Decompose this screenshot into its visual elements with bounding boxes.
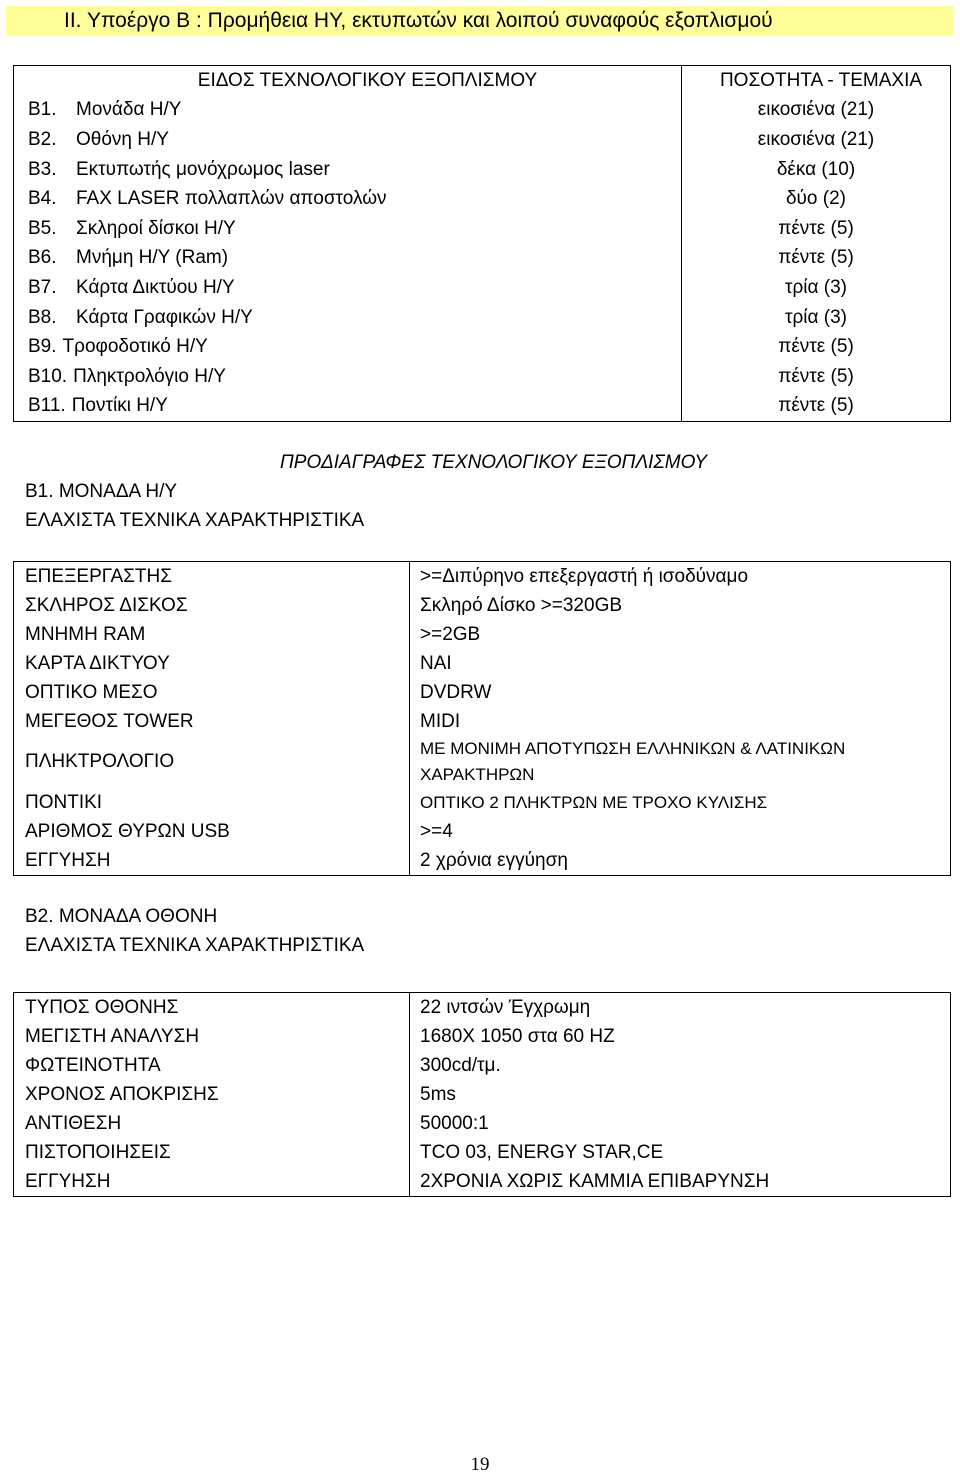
b1-spec-table bbox=[13, 561, 951, 876]
spec-key: ΕΓΓΥΗΣΗ bbox=[14, 846, 410, 876]
item-code: Β7. bbox=[28, 276, 57, 298]
spec-key: ΜΕΓΕΘΟΣ TOWER bbox=[14, 707, 410, 736]
table-row bbox=[14, 244, 951, 274]
spec-key: ΟΠΤΙΚΟ ΜΕΣΟ bbox=[14, 678, 410, 707]
table-row bbox=[14, 273, 951, 303]
item-name: Ποντίκι Η/Υ bbox=[71, 395, 168, 417]
table-row bbox=[14, 392, 951, 422]
item-name: Κάρτα Δικτύου Η/Υ bbox=[76, 276, 235, 298]
item-quantity: πέντε (5) bbox=[778, 336, 854, 358]
spec-value: 2 χρόνια εγγύηση bbox=[420, 849, 568, 871]
item-quantity: τρία (3) bbox=[784, 306, 848, 328]
spec-key: ΤΥΠΟΣ ΟΘΟΝΗΣ bbox=[14, 993, 410, 1023]
spec-row bbox=[14, 1051, 951, 1080]
spec-value: 5ms bbox=[420, 1083, 456, 1105]
item-quantity: τρία (3) bbox=[784, 276, 848, 298]
spec-value: 50000:1 bbox=[420, 1112, 489, 1134]
spec-value: TCO 03, ENERGY STAR,CE bbox=[420, 1141, 664, 1163]
spec-key: ΕΓΓΥΗΣΗ bbox=[14, 1167, 410, 1197]
item-code: Β1. bbox=[28, 99, 57, 121]
spec-key: ΠΟΝΤΙΚΙ bbox=[14, 788, 410, 817]
b1-code: Β1. bbox=[25, 481, 54, 502]
table-row bbox=[14, 214, 951, 244]
item-code: Β3. bbox=[28, 158, 57, 180]
spec-row bbox=[14, 562, 951, 592]
b2-subtitle: ΕΛΑΧΙΣΤΑ ΤΕΧΝΙΚΑ ΧΑΡΑΚΤΗΡΙΣΤΙΚΑ bbox=[25, 935, 365, 956]
table-row bbox=[14, 332, 951, 362]
spec-value: >=Διπύρηνο επεξεργαστή ή ισοδύναμο bbox=[420, 565, 749, 587]
item-name: Μνήμη Η/Υ (Ram) bbox=[76, 247, 229, 269]
section-heading-banner bbox=[6, 6, 954, 36]
spec-key: ΦΩΤΕΙΝΟΤΗΤΑ bbox=[14, 1051, 410, 1080]
table-row bbox=[14, 362, 951, 392]
spec-key: ΜΝΗΜΗ RAM bbox=[14, 620, 410, 649]
spec-value: MIDI bbox=[420, 710, 461, 732]
item-quantity: εικοσιένα (21) bbox=[757, 99, 875, 121]
item-name: Τροφοδοτικό Η/Υ bbox=[62, 336, 208, 358]
table-row bbox=[14, 96, 951, 126]
spec-key: ΕΠΕΞΕΡΓΑΣΤΗΣ bbox=[14, 562, 410, 592]
equipment-table bbox=[13, 65, 951, 422]
item-quantity: πέντε (5) bbox=[778, 247, 854, 269]
spec-value: >=4 bbox=[420, 820, 453, 842]
spec-value: 2ΧΡΟΝΙΑ ΧΩΡΙΣ ΚΑΜΜΙΑ ΕΠΙΒΑΡΥΝΣΗ bbox=[420, 1170, 770, 1192]
table-header-row bbox=[14, 66, 951, 96]
spec-key: ΑΡΙΘΜΟΣ ΘΥΡΩΝ USB bbox=[14, 817, 410, 846]
item-name: Μονάδα Η/Υ bbox=[76, 99, 182, 121]
spec-value: 300cd/τμ. bbox=[420, 1054, 501, 1076]
b2-spec-table bbox=[13, 992, 951, 1197]
spec-value: >=2GB bbox=[420, 623, 481, 645]
item-code: Β2. bbox=[28, 128, 57, 150]
spec-row bbox=[14, 1022, 951, 1051]
table-row bbox=[14, 184, 951, 214]
spec-value: ΜΕ ΜΟΝΙΜΗ ΑΠΟΤΥΠΩΣΗ ΕΛΛΗΝΙΚΩΝ & ΛΑΤΙΝΙΚΩΝ ΧΑΡΑΚΤΗΡΩΝ bbox=[420, 739, 846, 784]
table-row bbox=[14, 125, 951, 155]
item-quantity: πέντε (5) bbox=[778, 395, 854, 417]
item-code: Β6. bbox=[28, 247, 57, 269]
spec-key: ΚΑΡΤΑ ΔΙΚΤΥΟΥ bbox=[14, 649, 410, 678]
spec-row bbox=[14, 993, 951, 1023]
spec-key: ΑΝΤΙΘΕΣΗ bbox=[14, 1109, 410, 1138]
item-code: Β10. bbox=[28, 365, 68, 387]
specs-heading: ΠΡΟΔΙΑΓΡΑΦΕΣ ΤΕΧΝΟΛΟΓΙΚΟΥ ΕΞΟΠΛΙΣΜΟΥ bbox=[280, 452, 708, 473]
spec-row bbox=[14, 707, 951, 736]
table-row bbox=[14, 155, 951, 185]
item-name: FAX LASER πολλαπλών αποστολών bbox=[76, 188, 387, 210]
item-quantity: δέκα (10) bbox=[776, 158, 856, 180]
spec-row bbox=[14, 649, 951, 678]
item-quantity: πέντε (5) bbox=[778, 217, 854, 239]
spec-value: 22 ιντσών Έγχρωμη bbox=[420, 996, 591, 1018]
item-name: Εκτυπωτής μονόχρωμος laser bbox=[76, 158, 330, 180]
item-name: Σκληροί δίσκοι Η/Υ bbox=[76, 217, 236, 239]
spec-value: ΟΠΤΙΚΟ 2 ΠΛΗΚΤΡΩΝ ΜΕ ΤΡΟΧΟ ΚΥΛΙΣΗΣ bbox=[420, 792, 768, 812]
spec-row bbox=[14, 620, 951, 649]
item-code: Β9. bbox=[28, 336, 57, 358]
b1-subtitle: ΕΛΑΧΙΣΤΑ ΤΕΧΝΙΚΑ ΧΑΡΑΚΤΗΡΙΣΤΙΚΑ bbox=[25, 510, 365, 531]
item-code: Β4. bbox=[28, 188, 57, 210]
column-header-quantity: ΠΟΣΟΤΗΤΑ - ΤΕΜΑΧΙΑ bbox=[719, 69, 923, 91]
spec-row bbox=[14, 1138, 951, 1167]
spec-key: ΜΕΓΙΣΤΗ ΑΝΑΛΥΣΗ bbox=[14, 1022, 410, 1051]
item-code: Β5. bbox=[28, 217, 57, 239]
spec-row bbox=[14, 817, 951, 846]
spec-row bbox=[14, 678, 951, 707]
spec-row bbox=[14, 1167, 951, 1197]
spec-key: ΠΙΣΤΟΠΟΙΗΣΕΙΣ bbox=[14, 1138, 410, 1167]
item-quantity: εικοσιένα (21) bbox=[757, 128, 875, 150]
page-number: 19 bbox=[470, 1454, 490, 1475]
spec-key: ΣΚΛΗΡΟΣ ΔΙΣΚΟΣ bbox=[14, 591, 410, 620]
spec-key: ΠΛΗΚΤΡΟΛΟΓΙΟ bbox=[14, 736, 410, 788]
item-name: Οθόνη Η/Υ bbox=[76, 128, 169, 150]
b2-code: Β2. bbox=[25, 906, 54, 927]
item-quantity: δύο (2) bbox=[785, 188, 847, 210]
spec-value: Σκληρό Δίσκο >=320GB bbox=[420, 594, 623, 616]
spec-row bbox=[14, 846, 951, 876]
item-name: Κάρτα Γραφικών Η/Υ bbox=[76, 306, 253, 328]
item-code: Β8. bbox=[28, 306, 57, 328]
item-quantity: πέντε (5) bbox=[778, 365, 854, 387]
table-row bbox=[14, 303, 951, 333]
item-code: Β11. bbox=[28, 395, 66, 417]
spec-row bbox=[14, 1080, 951, 1109]
spec-value: 1680X 1050 στα 60 HZ bbox=[420, 1025, 615, 1047]
spec-row bbox=[14, 788, 951, 817]
item-name: Πληκτρολόγιο Η/Υ bbox=[73, 365, 226, 387]
spec-value: ΝΑΙ bbox=[420, 652, 452, 674]
b1-heading bbox=[25, 478, 177, 506]
b1-title: ΜΟΝΑΔΑ Η/Υ bbox=[58, 481, 178, 502]
spec-row bbox=[14, 736, 951, 788]
b2-heading bbox=[25, 903, 217, 931]
b2-title: ΜΟΝΑΔΑ ΟΘΟΝΗ bbox=[58, 906, 218, 927]
spec-row bbox=[14, 591, 951, 620]
spec-value: DVDRW bbox=[420, 681, 492, 703]
column-header-type: ΕΙΔΟΣ ΤΕΧΝΟΛΟΓΙΚΟΥ ΕΞΟΠΛΙΣΜΟΥ bbox=[14, 66, 682, 96]
spec-row bbox=[14, 1109, 951, 1138]
section-heading: ΙΙ. Υποέργο Β : Προμήθεια ΗΥ, εκτυπωτών και λοιπού συναφούς εξοπλισμού bbox=[64, 9, 773, 32]
spec-key: ΧΡΟΝΟΣ ΑΠΟΚΡΙΣΗΣ bbox=[14, 1080, 410, 1109]
